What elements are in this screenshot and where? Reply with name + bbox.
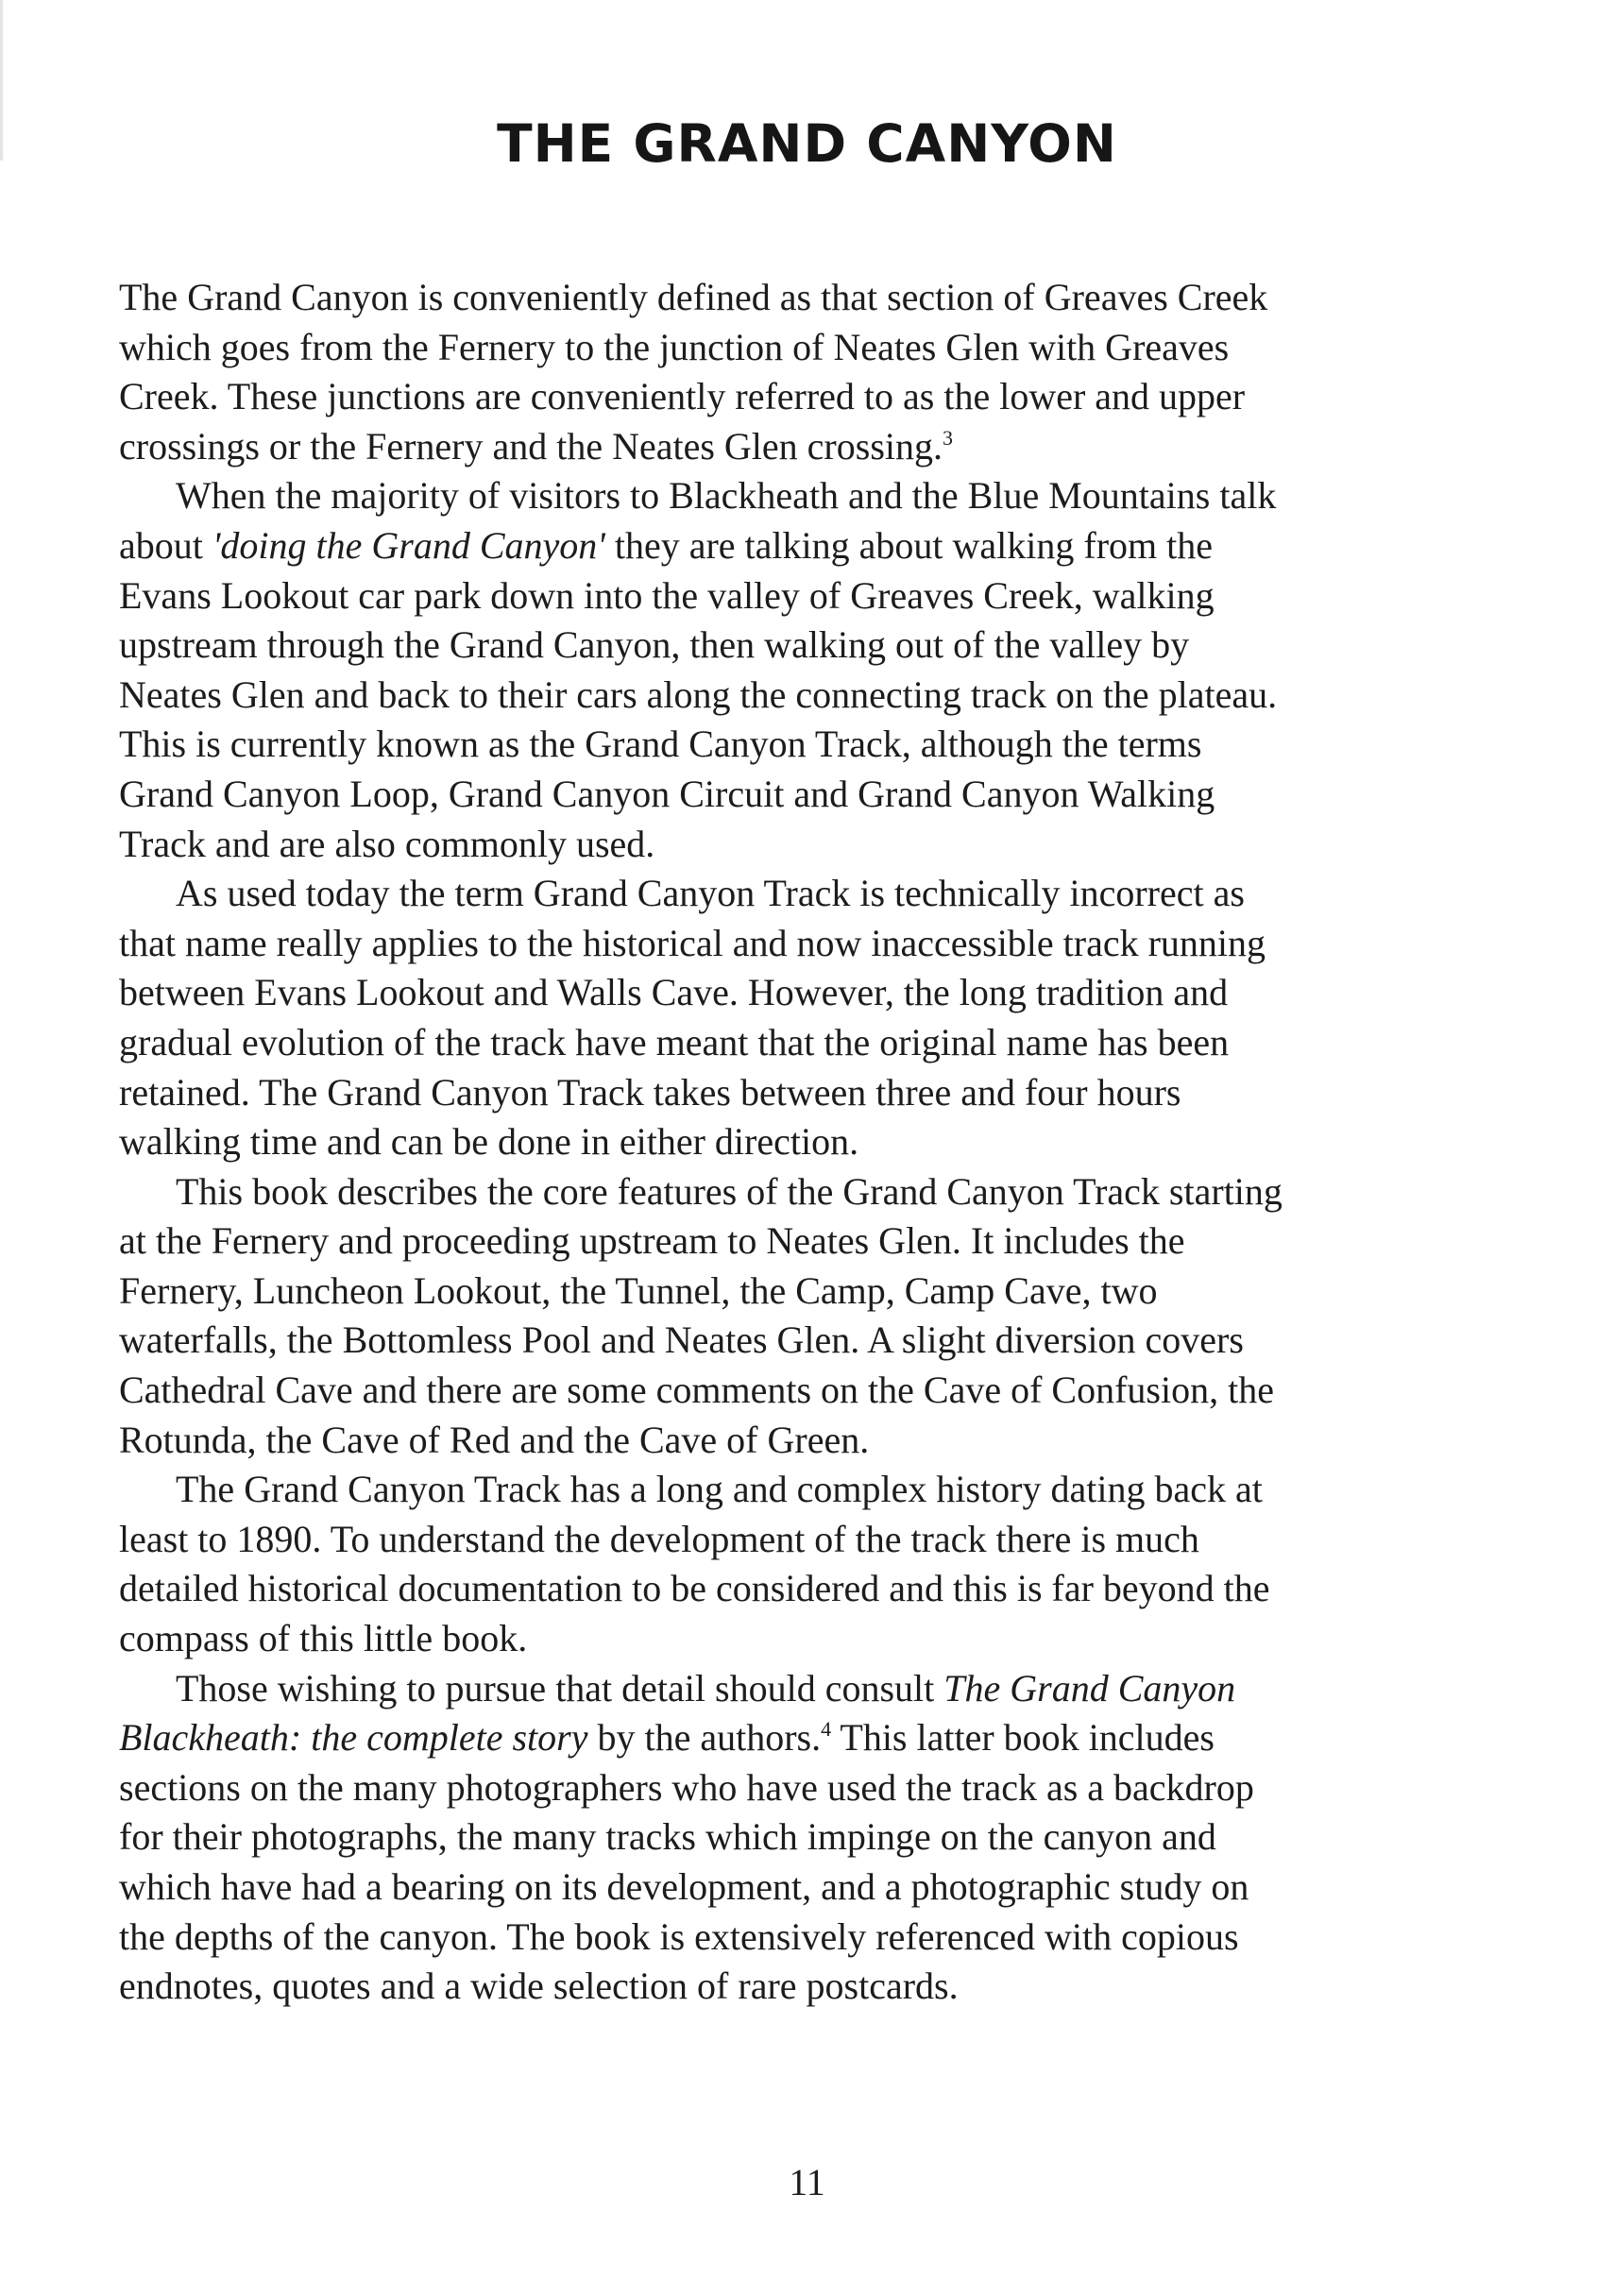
text-line: As used today the term Grand Canyon Track is technically incorrect as: [176, 872, 1245, 915]
text-line: walking time and can be done in either direction.: [119, 1120, 859, 1164]
italic-book-title: The Grand Canyon: [943, 1666, 1236, 1709]
text-line: Cathedral Cave and there are some comments on the Cave of Confusion, the: [119, 1369, 1274, 1412]
text-line: sections on the many photographers who have used the track as a backdrop: [119, 1765, 1254, 1809]
text-line: This is currently known as the Grand Canyon Track, although the terms: [119, 723, 1202, 766]
text-line: about 'doing the Grand Canyon' they are talking about walking from the: [119, 523, 1214, 567]
text-line: waterfalls, the Bottomless Pool and Neates Glen. A slight diversion covers: [119, 1318, 1244, 1362]
page-number: 11: [789, 2161, 825, 2203]
text-line: Creek. These junctions are conveniently referred to as the lower and upper: [119, 375, 1246, 418]
text-line: retained. The Grand Canyon Track takes between three and four hours: [119, 1070, 1181, 1114]
footnote-ref-3: 3: [943, 425, 953, 450]
text-line: Grand Canyon Loop, Grand Canyon Circuit and Grand Canyon Walking: [119, 772, 1215, 815]
text-line: for their photographs, the many tracks which impinge on the canyon and: [119, 1815, 1216, 1859]
text-line: which goes from the Fernery to the junction of Neates Glen with Greaves: [119, 325, 1230, 368]
text-line: crossings or the Fernery and the Neates Glen crossing.$^3$: [119, 424, 953, 468]
text-line: which have had a bearing on its development, and a photographic study on: [119, 1865, 1249, 1908]
text-line: least to 1890. To understand the development of the track there is much: [119, 1517, 1199, 1560]
body-text: [119, 273, 1498, 2012]
text-line: between Evans Lookout and Walls Cave. However, the long tradition and: [119, 971, 1229, 1014]
text-line: Track and are also commonly used.: [119, 822, 655, 865]
text-line: Evans Lookout car park down into the valley of Greaves Creek, walking: [119, 573, 1215, 617]
page-title: THE GRAND CANYON: [497, 113, 1117, 174]
text-line: Blackheath: the complete story by the authors.$^4$ This latter book includes: [119, 1716, 1215, 1760]
italic-book-title: Blackheath: the complete story: [119, 1716, 588, 1760]
text-line: The Grand Canyon is conveniently defined as that section of Greaves Creek: [119, 276, 1268, 318]
text-line: Those wishing to pursue that detail should consult The Grand Canyon: [176, 1666, 1236, 1709]
text-line: upstream through the Grand Canyon, then walking out of the valley by: [119, 623, 1190, 667]
text-line: compass of this little book.: [119, 1617, 528, 1660]
text-line: at the Fernery and proceeding upstream to Neates Glen. It includes the: [119, 1219, 1185, 1263]
text-line: that name really applies to the historical and now inaccessible track running: [119, 921, 1266, 964]
italic-quote: 'doing the Grand Canyon': [212, 523, 605, 567]
text-line: When the majority of visitors to Blackheath and the Blue Mountains talk: [176, 474, 1277, 518]
text-line: detailed historical documentation to be considered and this is far beyond the: [119, 1567, 1270, 1610]
text-line: endnotes, quotes and a wide selection of rare postcards.: [119, 1964, 959, 2008]
text-line: This book describes the core features of the Grand Canyon Track starting: [176, 1169, 1283, 1213]
text-line: Rotunda, the Cave of Red and the Cave of Green.: [119, 1418, 870, 1461]
text-line: The Grand Canyon Track has a long and complex history dating back at: [176, 1468, 1263, 1511]
text-line: Neates Glen and back to their cars along the connecting track on the plateau.: [119, 672, 1278, 716]
footnote-ref-4: 4: [821, 1717, 832, 1742]
text-line: Fernery, Luncheon Lookout, the Tunnel, the Camp, Camp Cave, two: [119, 1268, 1158, 1312]
text-line: gradual evolution of the track have meant that the original name has been: [119, 1020, 1230, 1063]
text-line: the depths of the canyon. The book is extensively referenced with copious: [119, 1914, 1239, 1958]
